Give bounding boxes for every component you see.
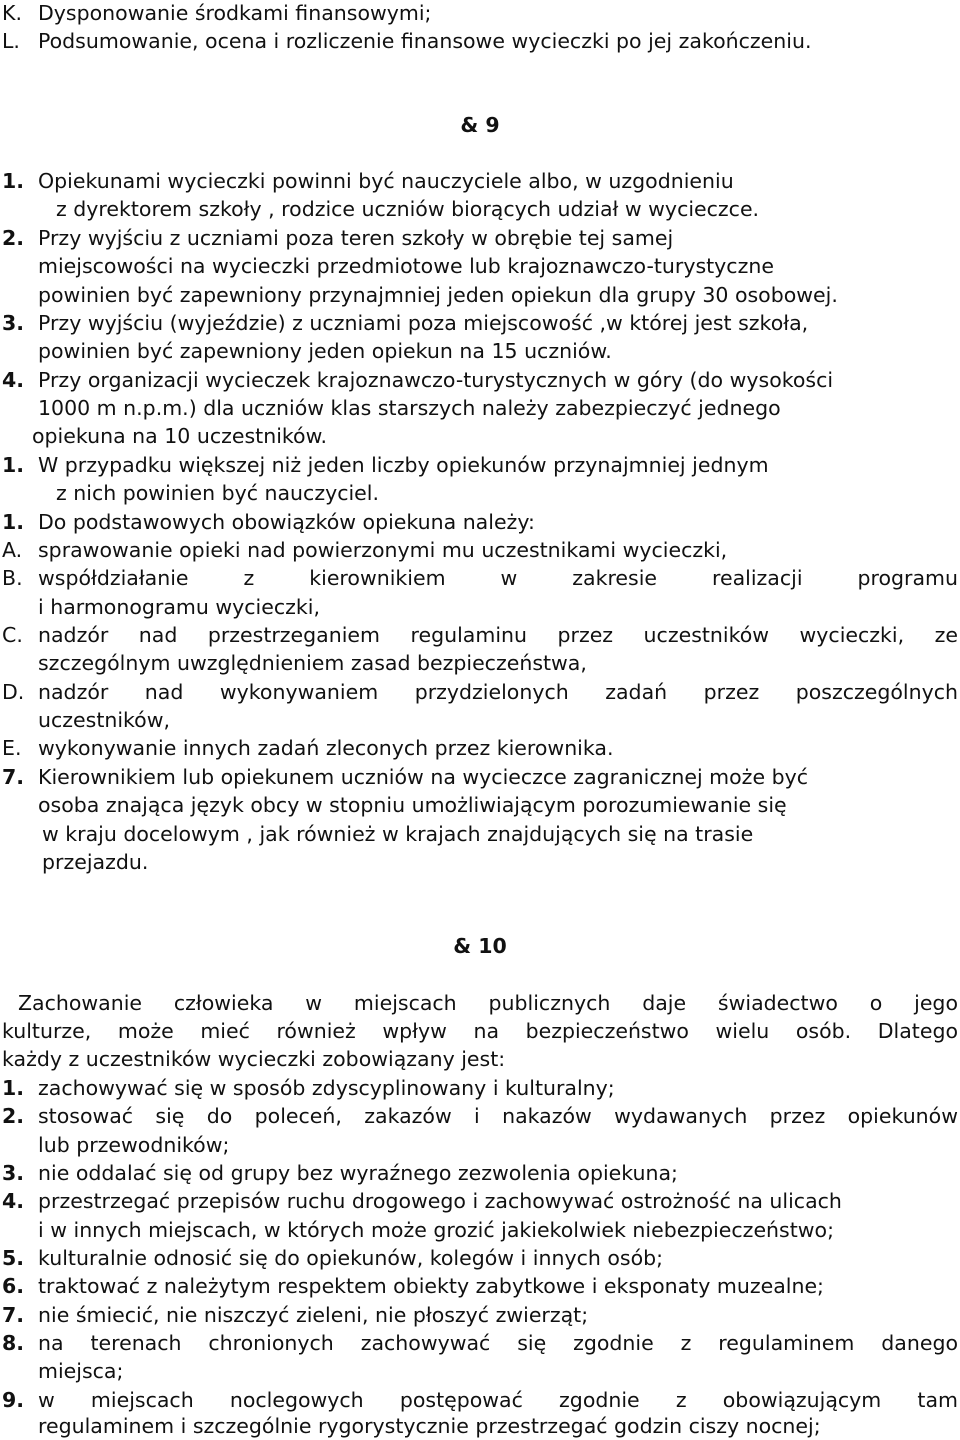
paragraph-line: w kraju docelowym , jak również w krajach znajdujących się na trasie — [42, 822, 754, 846]
list-item-text: regulaminem i szczególnie rygorystycznie przestrzegać godzin ciszy nocnej; — [38, 1414, 821, 1438]
paragraph-line: opiekuna na 10 uczestników. — [32, 424, 327, 448]
list-marker: 5. — [2, 1246, 25, 1270]
list-marker: 1. — [2, 453, 25, 477]
list-marker: 1. — [2, 1076, 25, 1100]
list-marker: C. — [2, 623, 23, 647]
list-marker: 4. — [2, 1189, 25, 1213]
list-item-text: traktować z należytym respektem obiekty zabytkowe i eksponaty muzealne; — [38, 1274, 824, 1298]
list-item-text: wykonywanie innych zadań zleconych przez kierownika. — [38, 736, 614, 760]
paragraph-line: osoba znająca język obcy w stopniu umożliwiającym porozumiewanie się — [38, 793, 787, 817]
list-marker: 9. — [2, 1388, 25, 1412]
list-marker: 3. — [2, 311, 25, 335]
list-marker: 8. — [2, 1331, 25, 1355]
list-item-text: kulturalnie odnosić się do opiekunów, kolegów i innych osób; — [38, 1246, 664, 1270]
list-item-text: nie oddalać się od grupy bez wyraźnego zezwolenia opiekuna; — [38, 1161, 678, 1185]
paragraph-line: z dyrektorem szkoły , rodzice uczniów biorących udział w wycieczce. — [56, 197, 760, 221]
list-marker: E. — [2, 736, 22, 760]
list-item-text: stosować się do poleceń, zakazów i nakazów wydawanych przez opiekunów — [38, 1104, 958, 1128]
list-item-text: współdziałanie z kierownikiem w zakresie realizacji programu — [38, 566, 958, 590]
list-item-text: nie śmiecić, nie niszczyć zieleni, nie płoszyć zwierząt; — [38, 1303, 589, 1327]
list-item-text: w miejscach noclegowych postępować zgodnie z obowiązującym tam — [38, 1388, 958, 1412]
list-item-text: zachowywać się w sposób zdyscyplinowany i kulturalny; — [38, 1076, 615, 1100]
paragraph-line: Przy organizacji wycieczek krajoznawczo-turystycznych w góry (do wysokości — [38, 368, 834, 392]
list-item-text: i harmonogramu wycieczki, — [38, 595, 320, 619]
list-marker: B. — [2, 566, 23, 590]
list-marker: K. — [2, 1, 22, 25]
paragraph-line: Przy wyjściu z uczniami poza teren szkoły w obrębie tej samej — [38, 226, 674, 250]
list-marker: 2. — [2, 226, 25, 250]
paragraph-line: kulturze, może mieć również wpływ na bezpieczeństwo wielu osób. Dlatego — [2, 1019, 958, 1043]
paragraph-line: każdy z uczestników wycieczki zobowiązany jest: — [2, 1047, 506, 1071]
list-item-text: nadzór nad wykonywaniem przydzielonych zadań przez poszczególnych — [38, 680, 958, 704]
paragraph-line: Do podstawowych obowiązków opiekuna należy: — [38, 510, 535, 534]
list-item-text: i w innych miejscach, w których może grozić jakiekolwiek niebezpieczeństwo; — [38, 1218, 834, 1242]
list-item-text: Podsumowanie, ocena i rozliczenie finansowe wycieczki po jej zakończeniu. — [38, 29, 812, 53]
paragraph-line: Zachowanie człowieka w miejscach publicznych daje świadectwo o jego — [18, 991, 958, 1015]
list-marker: 1. — [2, 510, 25, 534]
list-item-text: lub przewodników; — [38, 1133, 230, 1157]
list-item-text: uczestników, — [38, 708, 171, 732]
paragraph-line: z nich powinien być nauczyciel. — [56, 481, 380, 505]
list-marker: 2. — [2, 1104, 25, 1128]
list-item-text: nadzór nad przestrzeganiem regulaminu przez uczestników wycieczki, ze — [38, 623, 958, 647]
paragraph-line: powinien być zapewniony jeden opiekun na 15 uczniów. — [38, 339, 612, 363]
paragraph-line: W przypadku większej niż jeden liczby opiekunów przynajmniej jednym — [38, 453, 769, 477]
list-marker: A. — [2, 538, 23, 562]
list-item-text: przestrzegać przepisów ruchu drogowego i zachowywać ostrożność na ulicach — [38, 1189, 842, 1213]
list-item-text: miejsca; — [38, 1359, 124, 1383]
list-marker: 4. — [2, 368, 25, 392]
list-marker: 3. — [2, 1161, 25, 1185]
list-marker: 1. — [2, 169, 25, 193]
list-marker: 6. — [2, 1274, 25, 1298]
list-marker: 7. — [2, 765, 25, 789]
paragraph-line: Opiekunami wycieczki powinni być nauczyciele albo, w uzgodnieniu — [38, 169, 734, 193]
paragraph-line: miejscowości na wycieczki przedmiotowe lub krajoznawczo-turystyczne — [38, 254, 774, 278]
paragraph-line: 1000 m n.p.m.) dla uczniów klas starszych należy zabezpieczyć jednego — [38, 396, 781, 420]
list-item-text: na terenach chronionych zachowywać się zgodnie z regulaminem danego — [38, 1331, 958, 1355]
list-item-text: szczególnym uwzględnieniem zasad bezpieczeństwa, — [38, 651, 587, 675]
list-item-text: Dysponowanie środkami finansowymi; — [38, 1, 432, 25]
list-item-text: sprawowanie opieki nad powierzonymi mu uczestnikami wycieczki, — [38, 538, 728, 562]
section-heading-10: & 10 — [453, 934, 507, 958]
list-marker: 7. — [2, 1303, 25, 1327]
paragraph-line: Kierownikiem lub opiekunem uczniów na wycieczce zagranicznej może być — [38, 765, 808, 789]
paragraph-line: powinien być zapewniony przynajmniej jeden opiekun dla grupy 30 osobowej. — [38, 283, 838, 307]
section-heading-9: & 9 — [460, 113, 500, 137]
list-marker: D. — [2, 680, 25, 704]
paragraph-line: Przy wyjściu (wyjeździe) z uczniami poza miejscowość ,w której jest szkoła, — [38, 311, 809, 335]
paragraph-line: przejazdu. — [42, 850, 149, 874]
list-marker: L. — [2, 29, 20, 53]
